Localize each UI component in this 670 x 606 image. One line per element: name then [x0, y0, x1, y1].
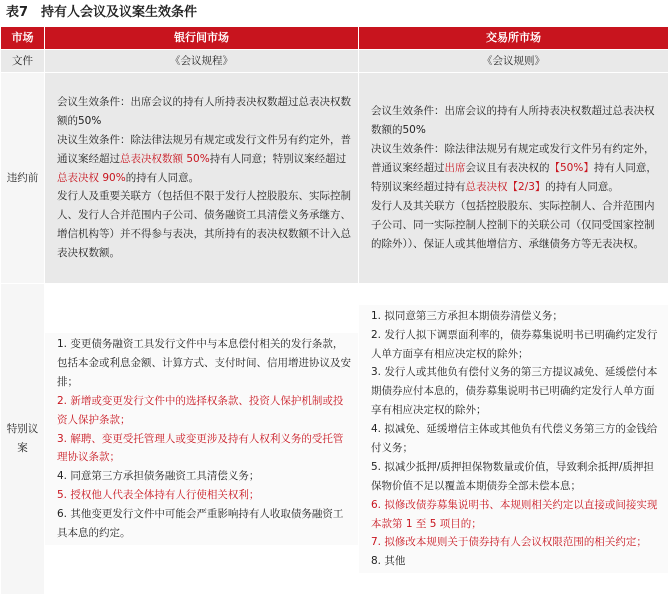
row-label-before-default: 违约前 [1, 73, 45, 284]
exchange-special-motion-item: 4. 拟减免、延缓增信主体或其他负有代偿义务第三方的金钱给付义务； [371, 423, 658, 454]
interbank-special-motion-item: 1. 变更债务融资工具发行文件中与本息偿付相关的发行条款，包括本金或利息金额、计算方式、支付时间、信用增进协议及安排； [57, 338, 351, 388]
interbank-resolution-condition: 决议生效条件：除法律法规另有规定或发行文件另有约定外，普通议案经超过总表决权数额 50%持有人同意；特别议案经超过总表决权 90%的持有人同意。 [57, 133, 351, 184]
exchange-special-motion-item: 5. 拟减少抵押/质押担保物数量或价值，导致剩余抵押/质押担保物价值不足以覆盖本期债券全部未偿本息； [371, 460, 654, 492]
exchange-document: 《会议规则》 [359, 50, 669, 73]
exchange-meeting-condition: 会议生效条件：出席会议的持有人所持表决权数超过总表决权数额的50% [371, 105, 655, 137]
interbank-special-motion-item: 6. 其他变更发行文件中可能会严重影响持有人收取债务融资工具本息的约定。 [57, 508, 344, 539]
table-title: 表7 持有人会议及议案生效条件 [6, 5, 198, 20]
header-exchange: 交易所市场 [359, 27, 669, 50]
table-header-row [1, 27, 669, 50]
interbank-meeting-condition: 会议生效条件：出席会议的持有人所持表决权数超过总表决权数额的50% [57, 95, 351, 127]
table-row-special-motion [1, 284, 669, 595]
exchange-special-motion-cell [359, 284, 669, 595]
interbank-special-motion-item: 2. 新增或变更发行文件中的选择权条款、投资人保护机制或投资人保护条款； [57, 394, 344, 426]
exchange-special-motion-item: 2. 发行人拟下调票面利率的，债券募集说明书已明确约定发行人单方面享有相应决定权的除外； [371, 328, 658, 360]
row-label-special-motion: 特别议案 [1, 284, 45, 595]
exchange-special-motion-item: 7. 拟修改本规则关于债券持有人会议权限范围的相关约定； [371, 536, 647, 549]
exchange-special-motion-item: 1. 拟同意第三方承担本期债券清偿义务； [371, 309, 563, 322]
exchange-voting-exclusion: 发行人及其关联方（包括控股股东、实际控制人、合并范围内子公司、同一实际控制人控制下的关联公司（仅同受国家控制的除外））、保证人或其他增信方、承继债务方等无表决权。 [371, 199, 655, 250]
exchange-special-motion-item: 6. 拟修改债券募集说明书、本规则相关约定以直接或间接实现本款第 1 至 5 项目的； [371, 498, 658, 530]
table-row-document [1, 50, 669, 73]
table-row-before-default [1, 73, 669, 284]
header-interbank: 银行间市场 [45, 27, 359, 50]
row-label-document: 文件 [1, 50, 45, 73]
interbank-special-motion-cell [45, 284, 359, 595]
exchange-resolution-condition: 决议生效条件：除法律法规另有规定或发行文件另有约定外，普通议案经超过出席会议且有表决权的【50%】持有人同意，特别议案经超过持有总表决权【2/3】的持有人同意。 [371, 143, 657, 193]
interbank-before-default-cell [45, 73, 359, 284]
interbank-special-motion-item: 4. 同意第三方承担债务融资工具清偿义务； [57, 470, 260, 483]
interbank-special-motion-item: 5. 授权他人代表全体持有人行使相关权利； [57, 489, 260, 502]
exchange-before-default-cell [359, 73, 669, 284]
interbank-voting-exclusion: 发行人及重要关联方（包括但不限于发行人控股股东、实际控制人、发行人合并范围内子公司、债务融资工具清偿义务承继方、增信机构等）并不得参与表决，其所持有的表决权数额不计入总表决权数额。 [57, 190, 351, 260]
interbank-document: 《会议规程》 [45, 50, 359, 73]
exchange-special-motion-item: 8. 其他 [371, 555, 406, 568]
exchange-special-motion-item: 3. 发行人或其他负有偿付义务的第三方提议减免、延缓偿付本期债券应付本息的，债券募集说明书已明确约定发行人单方面享有相应决定权的除外； [371, 366, 658, 417]
header-market: 市场 [1, 27, 45, 50]
interbank-special-motion-item: 3. 解聘、变更受托管理人或变更涉及持有人权利义务的受托管理协议条款； [57, 432, 344, 464]
conditions-table [0, 26, 669, 595]
